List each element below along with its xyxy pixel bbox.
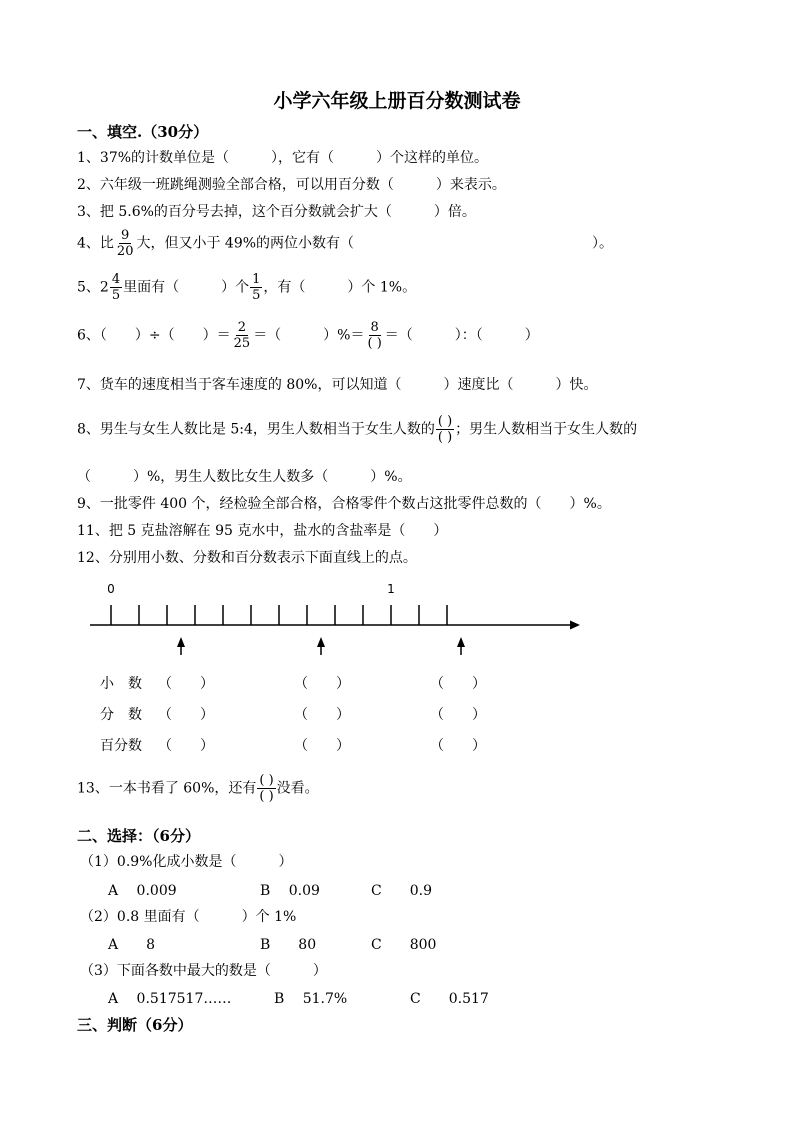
- page-title: 小学六年级上册百分数测试卷: [273, 90, 521, 112]
- fraction-1-5: [250, 272, 262, 303]
- question-11: 11、把 5 克盐溶解在 95 克水中，盐水的含盐率是（ ）: [77, 523, 448, 539]
- choice-question-3: （3）下面各数中最大的数是（ ）: [80, 963, 327, 979]
- fraction-4-5: [110, 272, 122, 303]
- choice-3-option-b: B 51.7%: [274, 991, 348, 1007]
- blank-fraction-1: （ ）: [158, 707, 214, 723]
- fraction-numerator: 1: [252, 272, 261, 287]
- point-arrow-head-2: [317, 637, 325, 647]
- mixed-number-integer: 2: [99, 279, 109, 296]
- question-8-suffix: ；男生人数相当于女生人数的: [455, 421, 638, 438]
- choice-question-1: （1）0.9%化成小数是（ ）: [80, 854, 293, 870]
- question-7: 7、货车的速度相当于客车速度的 80%，可以知道（ ）速度比（ ）快。: [77, 377, 598, 393]
- question-5: [77, 272, 416, 303]
- choice-2-option-a: A 8: [108, 937, 156, 953]
- question-8-line-2: （ ）%，男生人数比女生人数多（ ）%。: [77, 469, 412, 485]
- fraction-numerator: 8: [370, 320, 379, 335]
- question-8-prefix: 8、男生与女生人数比是 5:4，男生人数相当于女生人数的: [77, 421, 435, 438]
- fraction-numerator: ( ): [259, 773, 274, 788]
- question-6-prefix: 6、（ ）÷（ ）＝: [77, 327, 231, 344]
- question-9: 9、一批零件 400 个，经检验全部合格，合格零件个数占这批零件总数的（ ）%。: [77, 496, 611, 512]
- fraction-denominator: 20: [116, 244, 134, 259]
- section-judge-heading: 三、判断（6分）: [77, 1016, 193, 1034]
- blank-decimal-1: （ ）: [158, 676, 214, 692]
- fraction-numerator: ( ): [437, 414, 453, 429]
- number-line-label-one: 1: [387, 582, 395, 596]
- question-13-prefix: 13、一本书看了 60%，还有: [77, 780, 257, 797]
- question-12: 12、分别用小数、分数和百分数表示下面直线上的点。: [77, 550, 417, 566]
- question-4-prefix: 4、比: [77, 235, 114, 252]
- row-label-decimal: 小 数: [100, 676, 142, 692]
- number-line-ticks: [111, 605, 447, 625]
- question-4: [77, 228, 613, 259]
- question-5-prefix: 5、: [77, 279, 100, 296]
- blank-fraction-2: （ ）: [294, 707, 350, 723]
- choice-1-option-b: B 0.09: [260, 883, 320, 899]
- fraction-denominator: ( ): [259, 789, 274, 804]
- fraction-9-20: [115, 228, 136, 259]
- fraction-8-blank: [366, 320, 384, 351]
- fraction-blank: [257, 773, 275, 804]
- blank-percent-2: （ ）: [294, 738, 350, 754]
- choice-2-option-c: C 800: [371, 937, 437, 953]
- fraction-denominator: ( ): [437, 430, 453, 445]
- question-13-suffix: 没看。: [276, 780, 319, 797]
- blank-percent-1: （ ）: [158, 738, 214, 754]
- question-6-suffix: ＝（ ）：（ ）: [384, 327, 539, 344]
- number-line: [80, 575, 590, 660]
- question-13: [77, 773, 319, 804]
- fraction-blank: [436, 414, 454, 445]
- question-2: 2、六年级一班跳绳测验全部合格，可以用百分数（ ）来表示。: [77, 177, 506, 193]
- fraction-denominator: 5: [252, 288, 261, 303]
- question-8: [77, 414, 637, 445]
- blank-decimal-3: （ ）: [430, 676, 486, 692]
- question-5-middle: 里面有（ ）个: [123, 279, 250, 296]
- fraction-denominator: ( ): [367, 336, 382, 351]
- section-fill-in-heading: 一、填空.（30分）: [77, 123, 209, 141]
- choice-2-option-b: B 80: [260, 937, 317, 953]
- choice-1-option-c: C 0.9: [371, 883, 432, 899]
- fraction-denominator: 5: [111, 288, 121, 303]
- question-1: 1、37%的计数单位是（ ），它有（ ）个这样的单位。: [77, 150, 489, 166]
- row-label-fraction: 分 数: [100, 707, 142, 723]
- question-6: [77, 320, 539, 351]
- fraction-numerator: 2: [237, 320, 247, 335]
- choice-1-option-a: A 0.009: [108, 883, 177, 899]
- point-arrow-head-1: [177, 637, 185, 647]
- choice-question-2: （2）0.8 里面有（ ）个 1%: [80, 909, 297, 925]
- question-4-suffix: 大，但又小于 49%的两位小数有（ ）。: [136, 235, 614, 252]
- fraction-2-25: [232, 320, 253, 351]
- number-line-label-zero: 0: [107, 582, 115, 596]
- section-choice-heading: 二、选择：（6分）: [77, 827, 200, 845]
- choice-3-option-a: A 0.517517……: [108, 991, 232, 1007]
- question-3: 3、把 5.6%的百分号去掉，这个百分数就会扩大（ ）倍。: [77, 204, 476, 220]
- question-6-middle: ＝（ ）%＝: [253, 327, 365, 344]
- question-5-suffix: ，有（ ）个 1%。: [263, 279, 417, 296]
- blank-percent-3: （ ）: [430, 738, 486, 754]
- fraction-numerator: 9: [121, 228, 130, 243]
- point-arrow-head-3: [457, 637, 465, 647]
- row-label-percent: 百分数: [100, 738, 142, 754]
- fraction-numerator: 4: [111, 272, 121, 287]
- blank-decimal-2: （ ）: [294, 676, 350, 692]
- blank-fraction-3: （ ）: [430, 707, 486, 723]
- choice-3-option-c: C 0.517: [410, 991, 489, 1007]
- fraction-denominator: 25: [233, 336, 251, 351]
- number-line-arrowhead: [570, 621, 580, 630]
- number-line-point-arrows: [177, 637, 465, 655]
